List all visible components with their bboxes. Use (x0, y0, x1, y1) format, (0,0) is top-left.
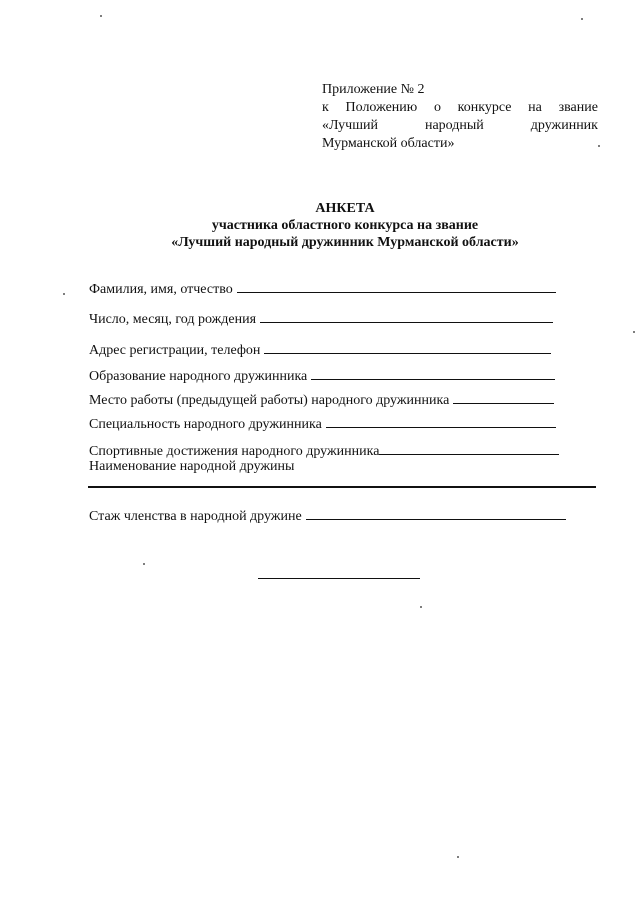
scan-speck (598, 145, 600, 147)
appendix-word: Положению (345, 100, 418, 115)
appendix-word: «Лучший (322, 118, 378, 133)
specialty-field (89, 414, 556, 434)
form-subtitle: участника областного конкурса на звание (211, 218, 479, 233)
sports-input-line[interactable] (379, 441, 559, 455)
appendix-note (322, 81, 598, 153)
appendix-word: звание (558, 100, 598, 115)
membership-field (89, 506, 566, 526)
scan-speck (457, 856, 459, 858)
appendix-word: народный (424, 118, 484, 133)
membership-label: Стаж членства в народной дружине (89, 509, 302, 524)
specialty-label: Специальность народного дружинника (89, 417, 322, 432)
appendix-line-4: Мурманской области» (322, 136, 455, 151)
signature-line[interactable] (258, 578, 420, 579)
specialty-input-line[interactable] (326, 414, 556, 428)
full-name-field (89, 279, 556, 299)
scan-speck (581, 18, 583, 20)
appendix-word: дружинник (530, 118, 598, 133)
appendix-number: Приложение № 2 (322, 82, 425, 97)
education-input-line[interactable] (311, 366, 555, 380)
appendix-word: о (433, 100, 441, 115)
sports-label: Спортивные достижения народного дружинника (89, 444, 380, 459)
full-name-input-line[interactable] (237, 279, 556, 293)
membership-input-line[interactable] (306, 506, 566, 520)
contest-name: «Лучший народный дружинник Мурманской области» (171, 235, 519, 250)
appendix-word: конкурсе (457, 100, 512, 115)
squad-name-input-line[interactable] (88, 486, 596, 488)
form-heading: АНКЕТА (315, 201, 375, 216)
workplace-field (89, 390, 554, 410)
birth-date-field (89, 309, 553, 329)
scan-speck (100, 15, 102, 17)
appendix-line-2 (322, 99, 598, 117)
birth-date-input-line[interactable] (260, 309, 553, 323)
scan-speck (63, 293, 65, 295)
scan-speck (633, 331, 635, 333)
scan-speck (420, 606, 422, 608)
workplace-label: Место работы (предыдущей работы) народного дружинника (89, 393, 450, 408)
workplace-input-line[interactable] (453, 390, 554, 404)
squad-name-label: Наименование народной дружины (89, 459, 295, 474)
appendix-word: к (322, 100, 329, 115)
appendix-word: на (528, 100, 542, 115)
education-field (89, 366, 555, 386)
education-label: Образование народного дружинника (89, 369, 308, 384)
full-name-label: Фамилия, имя, отчество (89, 282, 233, 297)
appendix-line-3 (322, 117, 598, 135)
form-title (0, 200, 640, 251)
birth-date-label: Число, месяц, год рождения (89, 312, 257, 327)
address-phone-field (89, 340, 551, 360)
scan-speck (143, 563, 145, 565)
address-phone-label: Адрес регистрации, телефон (89, 343, 261, 358)
address-phone-input-line[interactable] (264, 340, 551, 354)
